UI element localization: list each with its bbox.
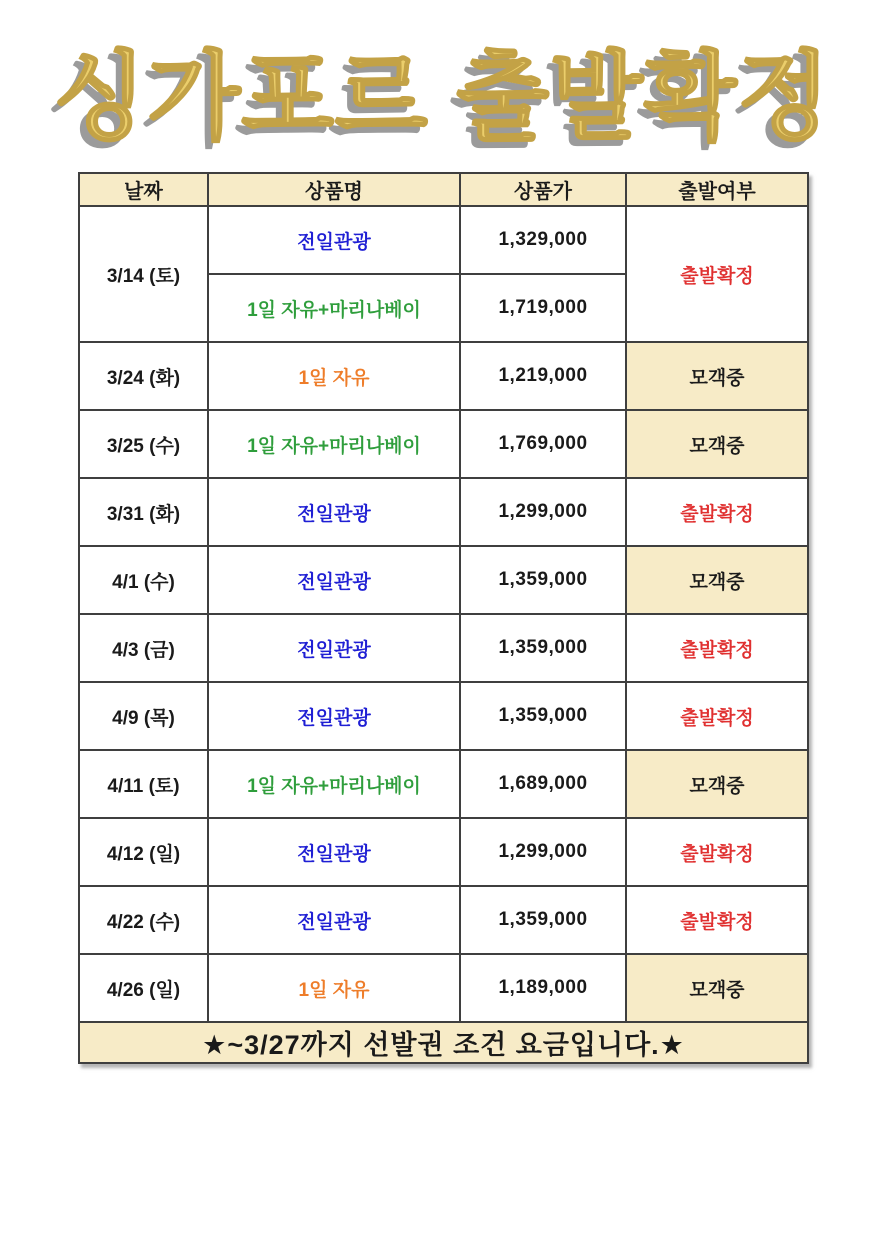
table-row: [79, 682, 808, 750]
price-cell: 1,719,000: [460, 274, 626, 342]
header-status: 출발여부: [626, 173, 808, 206]
product-cell: 전일관광: [208, 682, 460, 750]
date-cell: 3/31 (화): [79, 478, 208, 546]
header-date: 날짜: [79, 173, 208, 206]
date-cell: 4/3 (금): [79, 614, 208, 682]
price-cell: 1,689,000: [460, 750, 626, 818]
header-price: 상품가: [460, 173, 626, 206]
page-title: 싱가포르 출발확정: [53, 44, 832, 151]
date-cell: 4/12 (일): [79, 818, 208, 886]
status-cell: 출발확정: [626, 478, 808, 546]
price-cell: 1,219,000: [460, 342, 626, 410]
product-cell: 전일관광: [208, 206, 460, 274]
table-row: [79, 954, 808, 1022]
price-cell: 1,299,000: [460, 818, 626, 886]
price-cell: 1,359,000: [460, 682, 626, 750]
footer-note: ★~3/27까지 선발권 조건 요금입니다.★: [79, 1022, 808, 1063]
table-row: [79, 614, 808, 682]
product-cell: 1일 자유: [208, 954, 460, 1022]
product-cell: 1일 자유+마리나베이: [208, 274, 460, 342]
price-cell: 1,329,000: [460, 206, 626, 274]
table-row: [79, 886, 808, 954]
product-cell: 전일관광: [208, 886, 460, 954]
date-cell: 3/25 (수): [79, 410, 208, 478]
price-cell: 1,769,000: [460, 410, 626, 478]
product-cell: 전일관광: [208, 614, 460, 682]
table-row: [79, 478, 808, 546]
product-cell: 1일 자유: [208, 342, 460, 410]
status-cell: 모객중: [626, 410, 808, 478]
header-product: 상품명: [208, 173, 460, 206]
table-row: [79, 750, 808, 818]
price-cell: 1,299,000: [460, 478, 626, 546]
product-cell: 전일관광: [208, 546, 460, 614]
product-cell: 전일관광: [208, 818, 460, 886]
price-cell: 1,189,000: [460, 954, 626, 1022]
footer-row: [79, 1022, 808, 1063]
date-cell: 3/24 (화): [79, 342, 208, 410]
status-cell: 모객중: [626, 750, 808, 818]
price-cell: 1,359,000: [460, 886, 626, 954]
table-row: [79, 410, 808, 478]
date-cell: 4/1 (수): [79, 546, 208, 614]
status-cell: 출발확정: [626, 886, 808, 954]
table-row: [79, 206, 808, 274]
date-cell: 4/26 (일): [79, 954, 208, 1022]
status-cell: 모객중: [626, 342, 808, 410]
table-row: [79, 546, 808, 614]
status-cell: 출발확정: [626, 682, 808, 750]
product-cell: 1일 자유+마리나베이: [208, 750, 460, 818]
product-cell: 전일관광: [208, 478, 460, 546]
date-cell: 4/11 (토): [79, 750, 208, 818]
departure-schedule-table: [78, 172, 809, 1064]
status-cell: 모객중: [626, 954, 808, 1022]
table-header: [79, 173, 808, 206]
date-cell: 4/22 (수): [79, 886, 208, 954]
price-cell: 1,359,000: [460, 546, 626, 614]
status-cell: 출발확정: [626, 206, 808, 342]
table-row: [79, 342, 808, 410]
date-cell: 3/14 (토): [79, 206, 208, 342]
status-cell: 출발확정: [626, 818, 808, 886]
header-row: [79, 173, 808, 206]
table-row: [79, 818, 808, 886]
status-cell: 출발확정: [626, 614, 808, 682]
price-cell: 1,359,000: [460, 614, 626, 682]
product-cell: 1일 자유+마리나베이: [208, 410, 460, 478]
status-cell: 모객중: [626, 546, 808, 614]
date-cell: 4/9 (목): [79, 682, 208, 750]
